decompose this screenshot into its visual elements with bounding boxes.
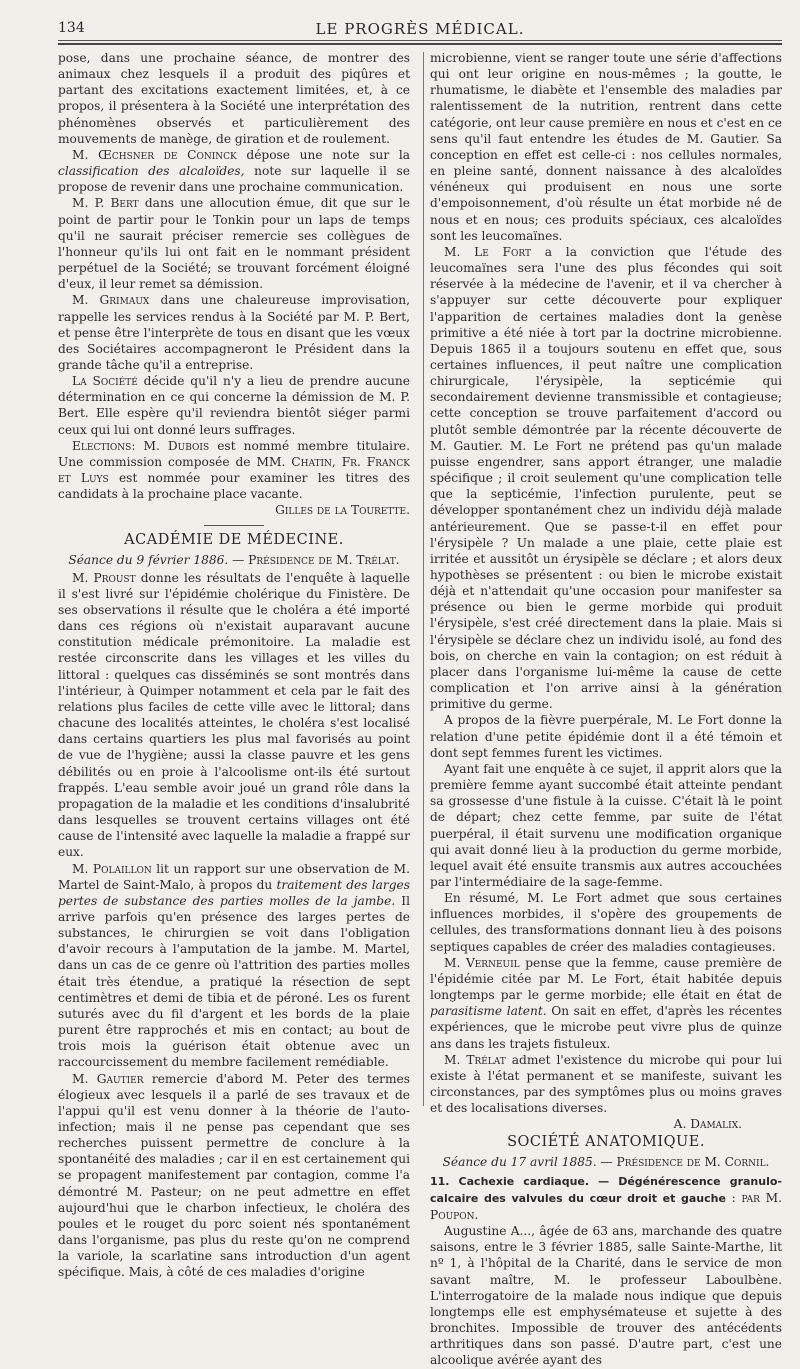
paragraph: M. Trélat admet l'existence du microbe qui pour lui existe à l'état permanent et se manifeste, suivant les circonstances, par des symptômes plus ou moins graves et des localisations diverses. [430, 1052, 782, 1116]
speaker-name: M. Proust [72, 570, 136, 585]
paragraph: M. Verneuil pense que la femme, cause première de l'épidémie citée par M. Le Fort, était habitée depuis longtemps par le germe morbide; elle était en état de parasitisme latent. On sait en effet, d'après les récentes expériences, que le microbe peut vivre plus de quinze ans dans les trajets fistuleux. [430, 955, 783, 1051]
seance-line: Séance du 9 février 1886. — Présidence de M. Trélat. [68, 552, 400, 567]
header-rule-thick [58, 43, 782, 45]
left-column [58, 50, 410, 1281]
section-heading: SOCIÉTÉ ANATOMIQUE. [507, 1134, 705, 1151]
speaker-name: M. Œchsner de Coninck [72, 147, 237, 162]
paragraph: A propos de la fièvre puerpérale, M. Le Fort donne la relation d'une petite épidémie dont il a été témoin et dont sept femmes furent les victimes. [430, 713, 782, 760]
paragraph: M. Œchsner de Coninck dépose une note sur la classification des alcaloïdes, note sur laquelle il se propose de revenir dans une prochaine communication. [58, 147, 410, 195]
paragraph: M. Le Fort a la conviction que l'étude des leucomaïnes sera l'une des plus fécondes qui soit réservée à la médecine de l'avenir, et il va chercher à s'appuyer sur cette découverte pour expliquer l'apparition de certaines maladies dont la genèse primitive a été niée à tort par la doctrine microbienne. Depuis 1865 il a toujours soutenu en effet que, sous certaines influences, il peut naître une complication chirurgicale, l'érysipèle, la septicémie qui secondairement devienne transmissible et contagieuse; cette conception se trouve parfaitement d'accord ou plutôt semble démontrée par la récente découverte de M. Gautier. M. Le Fort ne prétend pas qu'un malade puisse engendrer, sans apport étranger, une maladie spécifique ; il croit seulement qu'une complication telle que la septicémie, l'infection purulente, peut se développer spontanément chez un individu déjà malade antérieurement. Que se passe-t-il en effet pour l'érysipèle ? Un malade a une plaie, cette plaie est irritée et aussitôt un érysipèle se déclare ; et alors deux hypothèses se présentent : ou bien le microbe existait déjà et n'attendait qu'une occasion pour manifester sa présence ou bien le germe morbide qui produit l'érysipèle, s'est créé directement dans la plaie. Mais si l'érysipèle se déclare chez un individu isolé, au fond des bois, on cherche en vain la contagion; on est réduit à placer dans l'organisme lui-même la cause de cette complication et l'on arrive ainsi à la génération primitive du germe. [430, 244, 782, 712]
section-heading: ACADÉMIE DE MÉDECINE. [124, 531, 344, 548]
right-column [430, 50, 782, 1369]
speaker-name: M. Grimaux [72, 293, 150, 308]
paragraph: M. Gautier remercie d'abord M. Peter des termes élogieux avec lesquels il a parlé de ses travaux et de l'appui qu'il est venu donner à la théorie de l'auto-infection; mais il ne pense pas cependant que ses recherches puissent permettre de conclure à la spontanéité des maladies ; car il en est certainement qui se propagent manifestement par contagion, comme l'a démontré M. Pasteur; on ne peut admettre en effet aujourd'hui que le charbon infectieux, le choléra des poules et le rouget du porc soient nés spontanément dans l'organisme, pas plus du reste qu'on ne comprend la variole, la scarlatine sans introduction d'un agent spécifique. Mais, à côté de ces maladies d'origine [58, 1071, 410, 1280]
speaker-name: M. P. Bert [72, 196, 139, 211]
paragraph: microbienne, vient se ranger toute une série d'affections qui ont leur origine en nous-mêmes ; la goutte, le rhumatisme, le diabète et l'ensemble des maladies par ralentissement de la nutrition, rentrent dans cette catégorie, ont leur cause première en nous et c'est en ce sens qu'il faut entendre les études de M. Gautier. Sa conception en effet est celle-ci : nos cellules normales, en pleine santé, donnent naissance à des alcaloïdes vénéneux qui produisent en nous une sorte d'empoisonnement, d'où résulte un état morbide né de nous et en nous; ces produits spéciaux, ces alcaloïdes sont les leucomaïnes. [430, 51, 782, 243]
signature: A. Damalix. [673, 1117, 742, 1132]
column-divider [423, 52, 424, 1106]
speaker-name: M. Verneuil [444, 955, 520, 970]
speaker-name: M. Trélat [444, 1052, 506, 1067]
paragraph: M. Polaillon lit un rapport sur une observation de M. Martel de Saint-Malo, à propos du traitement des larges pertes de substance des parties molles de la jambe. Il arrive parfois qu'en présence des larges pertes de substances, le chirurgien se voit dans l'obligation d'avoir recours à l'amputation de la jambe. M. Martel, dans un cas de ce genre où l'attrition des parties molles était très étendue, a pratiqué la résection de sept centimètres et demi de tibia et de péroné. Les os furent suturés avec du fil d'argent et les bords de la plaie purent être rapprochés et mis en contact; au bout de trois mois la guérison était obtenue avec un raccourcissement du membre facilement remédiable. [58, 861, 410, 1070]
journal-title: LE PROGRÈS MÉDICAL. [315, 20, 525, 38]
speaker-name: M. Gautier [72, 1071, 144, 1086]
header-rule-thin [58, 40, 782, 41]
paragraph: Elections: M. Dubois est nommé membre titulaire. Une commission composée de MM. Chatin, Fr. Franck et Luys est nommée pour examiner les titres des candidats à la prochaine place vacante. [58, 438, 411, 502]
case-title: 11. Cachexie cardiaque. — Dégénérescence granulo-calcaire des valvules du cœur droit et gauche : par M. Poupon. [430, 1174, 782, 1222]
page-header [58, 20, 782, 40]
speaker-name: M. Le Fort [444, 244, 532, 259]
speaker-name: M. Polaillon [72, 861, 152, 876]
paragraph: Ayant fait une enquête à ce sujet, il apprit alors que la première femme ayant succombé était atteinte pendant sa grossesse d'une fistule à la cuisse. C'était là le point de départ; chez cette femme, par suite de l'état puerpéral, il était survenu une modification organique qui avait donné lieu à la production du germe morbide, lequel avait été ensuite transmis aux autres accouchées par l'intermédiaire de la sage-femme. [430, 761, 782, 889]
paragraph: La Société décide qu'il n'y a lieu de prendre aucune détermination en ce qui concerne la démission de M. P. Bert. Elle espère qu'il reviendra bientôt siéger parmi ceux qui lui ont donné leurs suffrages. [58, 374, 410, 437]
paragraph: M. Grimaux dans une chaleureuse improvisation, rappelle les services rendus à la Société par M. P. Bert, et pense être l'interprète de tous en disant que les vœux des Sociétaires accompagneront le Président dans la grande tâche qu'il a entreprise. [58, 293, 410, 372]
paragraph: M. Proust donne les résultats de l'enquête à laquelle il s'est livré sur l'épidémie cholérique du Finistère. De ses observations il résulte que le choléra a été importé dans ces régions où n'existait auparavant aucune constitution médicale prémonitoire. La maladie est restée circonscrite dans les villages et les villes du littoral : quelques cas disséminés se sont montrés dans l'intérieur, à Quimper notamment et cela par le fait des relations plus faciles de cette ville avec le littoral; dans chacune des localités atteintes, le choléra s'est localisé dans certains quartiers les plus mal favorisés au point de vue de l'hygiène; aussi la classe pauvre et les gens débilités ou en proie à l'alcoolisme ont-ils été surtout frappés. L'eau semble avoir joué un grand rôle dans la propagation de la maladie et les conditions d'insalubrité dans lesquelles se trouvent certains villages ont été cause de l'intensité avec laquelle la maladie a frappé sur eux. [58, 570, 410, 860]
paragraph: En résumé, M. Le Fort admet que sous certaines influences morbides, il s'opère des groupements de cellules, des transformations donnant lieu à des poisons septiques capables de créer des maladies contagieuses. [430, 891, 782, 954]
speaker-name: La Société [72, 374, 138, 389]
paragraph: Augustine A..., âgée de 63 ans, marchande des quatre saisons, entre le 3 février 1885, salle Sainte-Marthe, lit nº 1, à l'hôpital de la Charité, dans le service de mon savant maître, M. le professeur Laboulbène. L'interrogatoire de la malade nous indique que depuis longtemps elle est emphysémateuse et sujette à des bronchites. Impossible de trouver des antécédents arthritiques dans son passé. D'autre part, c'est une alcoolique avérée ayant des [430, 1224, 782, 1368]
section-separator [204, 525, 264, 526]
paragraph: pose, dans une prochaine séance, de montrer des animaux chez lesquels il a produit des piqûres et partant des excitations exactement limitées, et, à ce propos, il présentera à la Société une interprétation des phénomènes observés et particulièrement des mouvements de manège, de giration et de roulement. [58, 51, 410, 146]
page-number: 134 [58, 20, 85, 36]
signature: Gilles de la Tourette. [275, 503, 410, 518]
paragraph: M. P. Bert dans une allocution émue, dit que sur le point de partir pour le Tonkin pour un laps de temps qu'il ne saurait préciser remercie ses collègues de l'honneur qu'ils lui ont fait en le nommant président perpétuel de la Société; se trouvant forcément éloigné d'eux, il leur remet sa démission. [58, 196, 410, 292]
seance-line: Séance du 17 avril 1885. — Présidence de M. Cornil. [442, 1155, 770, 1170]
